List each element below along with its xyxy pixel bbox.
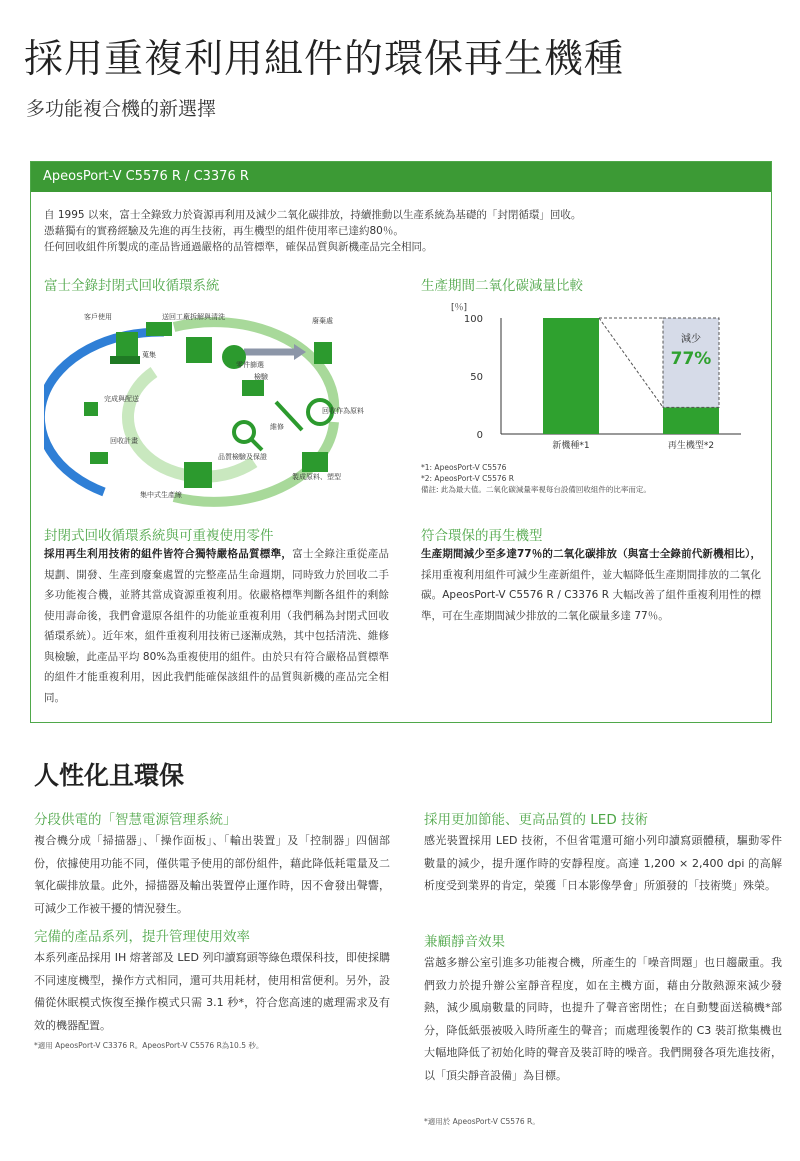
label-complete-ship: 完成與配送: [104, 395, 139, 403]
chart-note: *1: ApeosPort-V C5576: [421, 463, 507, 472]
quiet-note: *適用於 ApeosPort-V C5576 R。: [424, 1117, 540, 1126]
x-tick-label: 再生機型*2: [667, 441, 715, 451]
intro-text: [44, 207, 754, 255]
label-central-line: 集中式生產線: [140, 491, 182, 499]
magnifier-icon-handle: [252, 440, 262, 450]
co2-chart-svg: [421, 300, 751, 460]
x-tick-labels: [552, 439, 714, 451]
x-tick-label: 新機種*1: [552, 441, 590, 451]
document-icon: [90, 452, 108, 464]
label-customer-use: 客戶使用: [84, 313, 112, 321]
page-subtitle: 多功能複合機的新選擇: [26, 98, 217, 120]
eco-model-text: [421, 544, 761, 626]
closed-loop-text: [44, 544, 389, 708]
eco-model-heading: 符合環保的再生機型: [421, 528, 543, 544]
label-disposal: 廢棄處: [312, 317, 333, 325]
machine-icon: [116, 332, 138, 360]
reduction-label: 減少: [681, 334, 701, 345]
closed-loop-heading: 封閉式回收循環系統與可重複使用零件: [44, 528, 274, 544]
box-icon: [84, 402, 98, 416]
intro-line: 自 1995 以來，富士全錄致力於資源再利用及減少二氧化碳排放，持續推動以生產系統為基礎的「封閉循環」回收。: [44, 209, 582, 221]
laptop-icon: [242, 380, 264, 396]
chart-unit-label: [％]: [451, 303, 468, 313]
machine-icon: [110, 356, 140, 364]
magnifier-icon: [234, 422, 254, 442]
y-tick-label: 100: [463, 314, 483, 325]
intro-line: 任何回收組件所製成的產品皆通過嚴格的品管標準，確保品質與新機產品完全相同。: [44, 241, 433, 253]
label-quality-assure: 品質檢驗及保證: [218, 453, 267, 461]
closed-loop-lead: 採用再生利用技術的組件皆符合獨特嚴格品質標準，: [44, 548, 293, 560]
reduction-value: 77%: [670, 349, 712, 369]
model-header-bar: ApeosPort-V C5576 R / C3376 R: [31, 162, 771, 192]
smart-power-heading: 分段供電的「智慧電源管理系統」: [34, 812, 237, 828]
y-tick-labels: [464, 314, 483, 441]
recycle-diagram: [44, 302, 384, 512]
product-line-note: *適用 ApeosPort-V C3376 R。ApeosPort-V C5576 R為10.5 秒。: [34, 1041, 264, 1050]
bars: [543, 318, 719, 434]
closed-loop-body: 富士全錄注重從產品規劃、開發、生產到廢棄處置的完整產品生命週期，同時致力於回收二手多功能複合機，並將其當成資源重複利用。依嚴格標準判斷各組件的剩餘使用壽命後，我們會還原各組件的功能並重複利用（我們稱為封閉式回收循環系統）。近年來，組件重複利用技術已逐漸成熟，其中包括清洗、維修與檢驗，此產品平均 80%為重複使用的組件。由於只有符合嚴格品質標準的組件才能重複利用，因此我們能確保該組件的品質與新機的產品完全相同。: [44, 548, 390, 704]
chart-title: 生產期間二氧化碳減量比較: [421, 278, 583, 294]
chart-note: *2: ApeosPort-V C5576 R: [421, 474, 515, 483]
label-inspect: 檢驗: [254, 373, 268, 381]
recycle-feature-box: [30, 161, 772, 723]
product-line-heading: 完備的產品系列，提升管理使用效率: [34, 929, 250, 945]
label-to-factory: 送回工廠拆解與清洗: [162, 313, 225, 321]
co2-chart: [421, 300, 751, 460]
bar-1: [663, 407, 719, 434]
page-title: 採用重複利用組件的環保再生機種: [24, 37, 625, 82]
truck-icon: [146, 322, 172, 336]
chart-notes: [421, 462, 651, 495]
quiet-text: 當越多辦公室引進多功能複合機，所產生的「噪音問題」也日趨嚴重。我們致力於提升辦公室靜音程度，如在主機方面，藉由分散熱源來減少發熱，減少風扇數量的同時，也提升了聲音密閉性；在自動雙面送稿機*部分，降低紙張被吸入時所產生的聲音；而處理後製作的 C3 裝訂揿集機也大幅地降低了初始化時的聲音及裝訂時的噪音。我們開發各項先進技術，以「頂尖靜音設備」為目標。: [424, 956, 782, 1082]
label-recycle-plan: 回收計畫: [110, 437, 138, 445]
section-heading: 人性化且環保: [34, 761, 185, 790]
y-tick-label: 0: [476, 430, 483, 441]
diagram-title: 富士全錄封閉式回收循環系統: [44, 278, 220, 294]
intro-line: 憑藉獨有的實務經驗及先進的再生技術，再生機型的組件使用率已達約80％。: [44, 225, 404, 237]
label-part-select: 零件篩選: [236, 361, 264, 369]
eco-model-lead: 生產期間減少至多達77％的二氧化碳排放（與富士全錄前代新機相比），: [421, 548, 761, 560]
label-recycle-material: 回收作為原料: [322, 407, 364, 415]
product-line-text: 本系列產品採用 IH 熔著部及 LED 列印讀寫頭等綠色環保科技，即使採購不同速度機型，操作方式相同，還可共用耗材，使用相當便利。另外，設備從休眠模式恢復至操作模式只需 3.1 秒*，符合您高速的處理需求及有效的機器配置。: [34, 951, 390, 1032]
bar-0: [543, 318, 599, 434]
eco-model-body: 採用重複利用組件可減少生產新組件，並大幅降低生產期間排放的二氧化碳。ApeosPort-V C5576 R / C3376 R 大幅改善了組件重複利用性的標準，可在生產期間減少排放的二氧化碳量多達 77％。: [421, 568, 761, 622]
smart-power-text: 複合機分成「掃描器」、「操作面板」、「輸出裝置」及「控制器」四個部份，依據使用功能不同，僅供電予使用的部份組件，藉此降低耗電量及二氧化碳排放量。此外，掃描器及輸出裝置停止運作時，因不會發出聲響，可減少工作被干擾的情況發生。: [34, 834, 390, 915]
trash-can-icon: [314, 342, 332, 364]
led-text: 感光裝置採用 LED 技術，不但省電還可縮小列印讀寫頭體積，驅動零件數量的減少，提升運作時的安靜程度。高達 1,200 × 2,400 dpi 的高解析度受到業界的肯定，榮獲「日本影像學會」所頒發的「技術獎」殊榮。: [424, 834, 782, 892]
led-heading: 採用更加節能、更高品質的 LED 技術: [424, 812, 649, 828]
label-collect: 蒐集: [142, 351, 156, 359]
y-tick-label: 50: [470, 372, 483, 383]
machine-icon: [186, 337, 212, 363]
reduction-guide-line: [599, 318, 663, 407]
chart-note: 備註: 此為最大值。二氧化碳減量率視每台設備回收組件的比率而定。: [421, 485, 651, 494]
label-repair: 維修: [270, 423, 284, 431]
machine-icon: [184, 462, 212, 488]
label-manufacture: 製成原料、塑型: [292, 473, 341, 481]
quiet-heading: 兼顧靜音效果: [424, 934, 505, 950]
factory-icon: [302, 452, 328, 472]
